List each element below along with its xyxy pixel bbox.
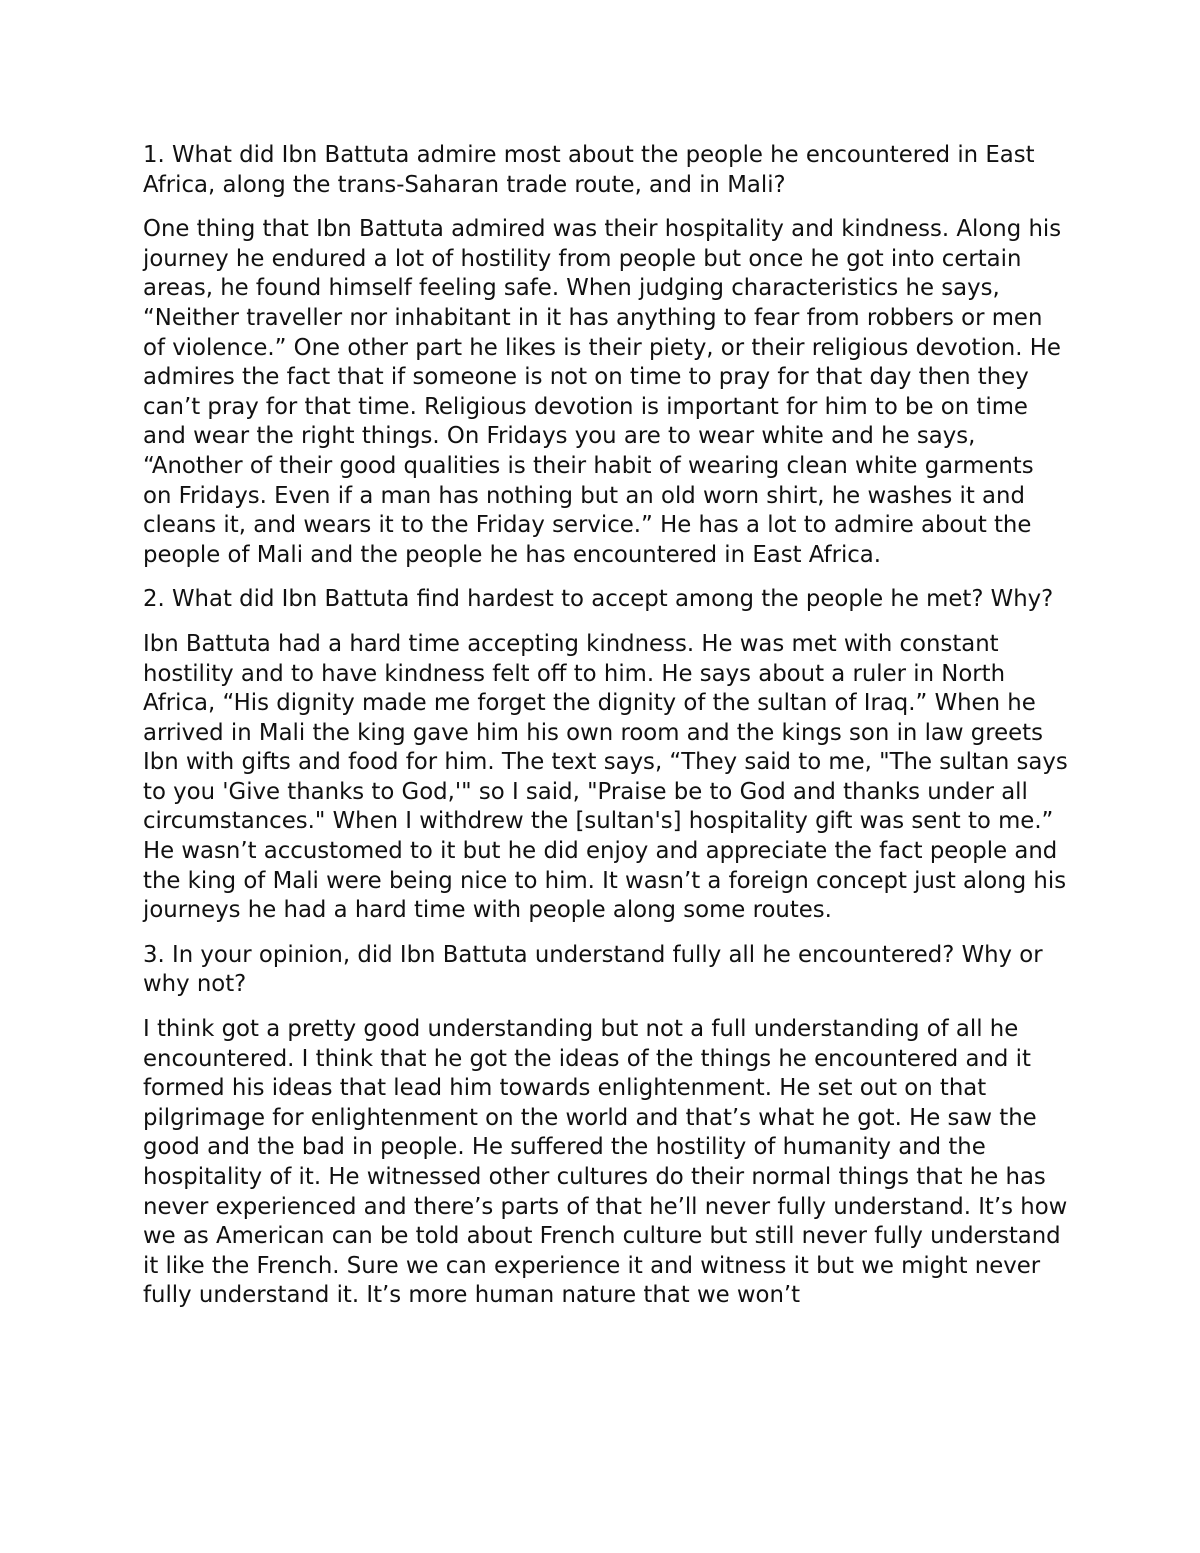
answer-1: One thing that Ibn Battuta admired was their hospitality and kindness. Along his journey he endured a lot of hostility from people but once he got into certain areas, he found himself feeling safe. When judging characteristics he says, “Neither traveller nor inhabitant in it has anything to fear from robbers or men of violence.” One other part he likes is their piety, or their religious devotion. He admires the fact that if someone is not on time to pray for that day then they can’t pray for that time. Religious devotion is important for him to be on time and wear the right things. On Fridays you are to wear white and he says, “Another of their good qualities is their habit of wearing clean white garments on Fridays. Even if a man has nothing but an old worn shirt, he washes it and cleans it, and wears it to the Friday service.” He has a lot to admire about the people of Mali and the people he has encountered in East Africa. — [143, 216, 1062, 568]
question-1: 1. What did Ibn Battuta admire most about the people he encountered in East Africa, along the trans-Saharan trade route, and in Mali? — [143, 142, 1035, 198]
answer-3: I think got a pretty good understanding but not a full understanding of all he encountered. I think that he got the ideas of the things he encountered and it formed his ideas that lead him towards enlightenment. He set out on that pilgrimage for enlightenment on the world and that’s what he got. He saw the good and the bad in people. He suffered the hostility of humanity and the hospitality of it. He witnessed other cultures do their normal things that he has never experienced and there’s parts of that he’ll never fully understand. It’s how we as American can be told about French culture but still never fully understand it like the French. Sure we can experience it and witness it but we might never fully understand it. It’s more human nature that we won’t — [143, 1016, 1068, 1309]
question-2: 2. What did Ibn Battuta find hardest to accept among the people he met? Why? — [143, 586, 1054, 613]
document-body — [143, 141, 1068, 1326]
answer-2: Ibn Battuta had a hard time accepting kindness. He was met with constant hostility and to have kindness felt off to him. He says about a ruler in North Africa, “His dignity made me forget the dignity of the sultan of Iraq.” When he arrived in Mali the king gave him his own room and the kings son in law greets Ibn with gifts and food for him. The text says, “They said to me, "The sultan says to you 'Give thanks to God,'" so I said, "Praise be to God and thanks under all circumstances." When I withdrew the [sultan's] hospitality gift was sent to me.” He wasn’t accustomed to it but he did enjoy and appreciate the fact people and the king of Mali were being nice to him. It wasn’t a foreign concept just along his journeys he had a hard time with people along some routes. — [143, 630, 1068, 924]
question-3: 3. In your opinion, did Ibn Battuta understand fully all he encountered? Why or why not? — [143, 941, 1043, 998]
